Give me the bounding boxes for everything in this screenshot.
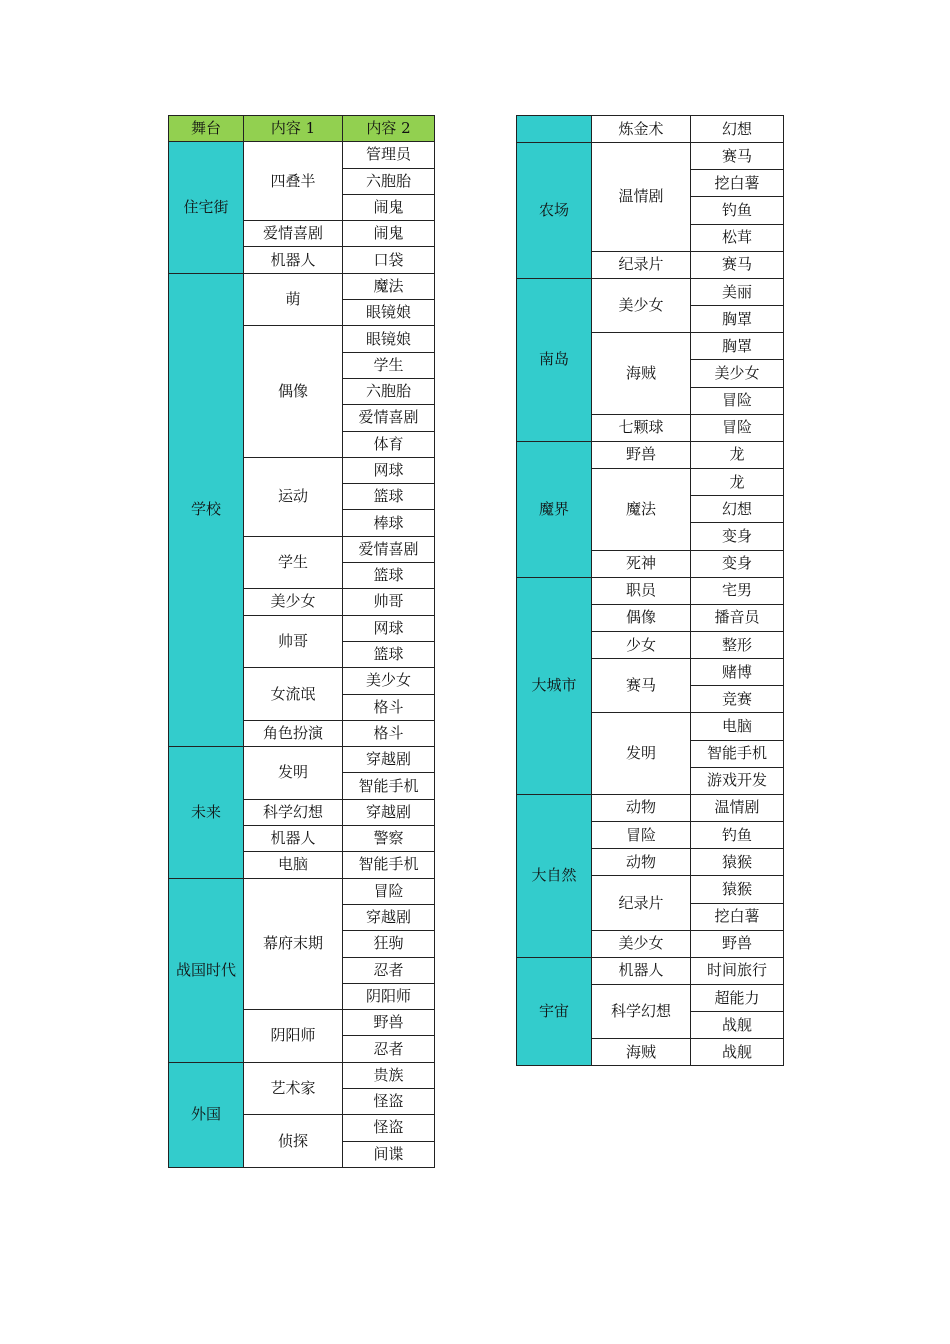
content2-cell: 温情剧: [691, 794, 784, 821]
content1-cell: 艺术家: [244, 1062, 343, 1115]
content2-cell: 美少女: [343, 668, 435, 694]
content1-cell: 女流氓: [244, 668, 343, 721]
content2-cell: 龙: [691, 469, 784, 496]
table-row: [169, 1062, 435, 1088]
table-row: [169, 273, 435, 299]
header-row: [169, 116, 435, 142]
content1-cell: 帅哥: [244, 615, 343, 668]
content2-cell: 闹鬼: [343, 221, 435, 247]
content2-cell: 猿猴: [691, 849, 784, 876]
content1-cell: 侦探: [244, 1115, 343, 1168]
content2-cell: 龙: [691, 441, 784, 468]
stage-cell: 战国时代: [169, 878, 244, 1062]
content1-cell: 纪录片: [592, 876, 691, 930]
content2-cell: 六胞胎: [343, 168, 435, 194]
content2-cell: 赛马: [691, 143, 784, 170]
content2-cell: 智能手机: [343, 773, 435, 799]
content1-cell: 学生: [244, 536, 343, 589]
header-stage: 舞台: [169, 116, 244, 142]
content1-cell: 美少女: [592, 930, 691, 957]
content2-cell: 体育: [343, 431, 435, 457]
content1-cell: 海贼: [592, 1039, 691, 1066]
content2-cell: 口袋: [343, 247, 435, 273]
content2-cell: 怪盗: [343, 1088, 435, 1114]
content2-cell: 猿猴: [691, 876, 784, 903]
content1-cell: 萌: [244, 273, 343, 326]
table-row: [517, 957, 784, 984]
content2-cell: 宅男: [691, 577, 784, 604]
content2-cell: 松茸: [691, 224, 784, 251]
stage-cell: 未来: [169, 747, 244, 878]
content2-cell: 爱情喜剧: [343, 405, 435, 431]
content2-cell: 超能力: [691, 985, 784, 1012]
content2-cell: 篮球: [343, 563, 435, 589]
table-row: [517, 441, 784, 468]
content1-cell: 阴阳师: [244, 1010, 343, 1063]
content2-cell: 钓鱼: [691, 822, 784, 849]
content1-cell: 海贼: [592, 333, 691, 414]
content2-cell: 穿越剧: [343, 747, 435, 773]
content1-cell: 美少女: [592, 278, 691, 332]
content2-cell: 篮球: [343, 641, 435, 667]
table-row: [517, 278, 784, 305]
table-row: [517, 794, 784, 821]
stage-cell: 宇宙: [517, 957, 592, 1066]
content1-cell: 爱情喜剧: [244, 221, 343, 247]
content2-cell: 野兽: [691, 930, 784, 957]
content2-cell: 战舰: [691, 1039, 784, 1066]
header-content2: 内容 2: [343, 116, 435, 142]
content2-cell: 警察: [343, 826, 435, 852]
content2-cell: 忍者: [343, 1036, 435, 1062]
content1-cell: 炼金术: [592, 116, 691, 143]
content2-cell: 眼镜娘: [343, 326, 435, 352]
content1-cell: 魔法: [592, 469, 691, 550]
content2-cell: 爱情喜剧: [343, 536, 435, 562]
table-row: [169, 747, 435, 773]
stage-cell: 外国: [169, 1062, 244, 1167]
table-row: [517, 116, 784, 143]
content1-cell: 科学幻想: [592, 985, 691, 1039]
content2-cell: 挖白薯: [691, 170, 784, 197]
content2-cell: 播音员: [691, 604, 784, 631]
content2-cell: 眼镜娘: [343, 300, 435, 326]
stage-cell: 农场: [517, 143, 592, 279]
content2-cell: 贵族: [343, 1062, 435, 1088]
content2-cell: 网球: [343, 457, 435, 483]
content2-cell: 棒球: [343, 510, 435, 536]
content2-cell: 怪盗: [343, 1115, 435, 1141]
table-row: [169, 878, 435, 904]
content1-cell: 美少女: [244, 589, 343, 615]
content1-cell: 发明: [592, 713, 691, 794]
stage-cell: 魔界: [517, 441, 592, 577]
content1-cell: 机器人: [244, 247, 343, 273]
content2-cell: 胸罩: [691, 333, 784, 360]
content2-cell: 美少女: [691, 360, 784, 387]
content2-cell: 六胞胎: [343, 378, 435, 404]
content2-cell: 胸罩: [691, 306, 784, 333]
content2-cell: 变身: [691, 550, 784, 577]
content2-cell: 魔法: [343, 273, 435, 299]
content2-cell: 挖白薯: [691, 903, 784, 930]
content2-cell: 竞赛: [691, 686, 784, 713]
content2-cell: 智能手机: [343, 852, 435, 878]
content2-cell: 穿越剧: [343, 799, 435, 825]
stage-cell: 大自然: [517, 794, 592, 957]
content1-cell: 职员: [592, 577, 691, 604]
content1-cell: 赛马: [592, 659, 691, 713]
table-row: [169, 142, 435, 168]
content1-cell: 运动: [244, 457, 343, 536]
content1-cell: 偶像: [244, 326, 343, 457]
content2-cell: 冒险: [691, 387, 784, 414]
content2-cell: 游戏开发: [691, 767, 784, 794]
content1-cell: 机器人: [244, 826, 343, 852]
content2-cell: 管理员: [343, 142, 435, 168]
stage-cell: 住宅街: [169, 142, 244, 273]
content1-cell: 动物: [592, 849, 691, 876]
content1-cell: 死神: [592, 550, 691, 577]
header-content1: 内容 1: [244, 116, 343, 142]
content2-cell: 穿越剧: [343, 904, 435, 930]
content2-cell: 幻想: [691, 496, 784, 523]
content2-cell: 格斗: [343, 720, 435, 746]
content2-cell: 赌博: [691, 659, 784, 686]
right-stage-table: [516, 115, 784, 1066]
content1-cell: 野兽: [592, 441, 691, 468]
content1-cell: 温情剧: [592, 143, 691, 252]
content2-cell: 冒险: [343, 878, 435, 904]
content2-cell: 幻想: [691, 116, 784, 143]
content2-cell: 赛马: [691, 251, 784, 278]
content2-cell: 钓鱼: [691, 197, 784, 224]
content1-cell: 机器人: [592, 957, 691, 984]
content1-cell: 四叠半: [244, 142, 343, 221]
content2-cell: 战舰: [691, 1012, 784, 1039]
stage-cell: 学校: [169, 273, 244, 746]
content1-cell: 少女: [592, 631, 691, 658]
content2-cell: 狂驹: [343, 931, 435, 957]
content1-cell: 幕府末期: [244, 878, 343, 1009]
content2-cell: 智能手机: [691, 740, 784, 767]
content1-cell: 偶像: [592, 604, 691, 631]
content2-cell: 变身: [691, 523, 784, 550]
content1-cell: 纪录片: [592, 251, 691, 278]
content2-cell: 时间旅行: [691, 957, 784, 984]
content1-cell: 科学幻想: [244, 799, 343, 825]
content2-cell: 格斗: [343, 694, 435, 720]
content1-cell: 电脑: [244, 852, 343, 878]
stage-cell: 大城市: [517, 577, 592, 794]
table-row: [517, 143, 784, 170]
content2-cell: 帅哥: [343, 589, 435, 615]
content2-cell: 整形: [691, 631, 784, 658]
content2-cell: 美丽: [691, 278, 784, 305]
content2-cell: 篮球: [343, 484, 435, 510]
content2-cell: 野兽: [343, 1010, 435, 1036]
stage-cell: 南岛: [517, 278, 592, 441]
table-row: [517, 577, 784, 604]
content2-cell: 冒险: [691, 414, 784, 441]
content2-cell: 电脑: [691, 713, 784, 740]
content1-cell: 角色扮演: [244, 720, 343, 746]
content2-cell: 阴阳师: [343, 983, 435, 1009]
content2-cell: 忍者: [343, 957, 435, 983]
content1-cell: 动物: [592, 794, 691, 821]
left-stage-table: [168, 115, 435, 1168]
stage-cell: [517, 116, 592, 143]
content2-cell: 间谍: [343, 1141, 435, 1167]
content1-cell: 发明: [244, 747, 343, 800]
content2-cell: 网球: [343, 615, 435, 641]
content2-cell: 闹鬼: [343, 194, 435, 220]
content1-cell: 七颗球: [592, 414, 691, 441]
content1-cell: 冒险: [592, 822, 691, 849]
content2-cell: 学生: [343, 352, 435, 378]
